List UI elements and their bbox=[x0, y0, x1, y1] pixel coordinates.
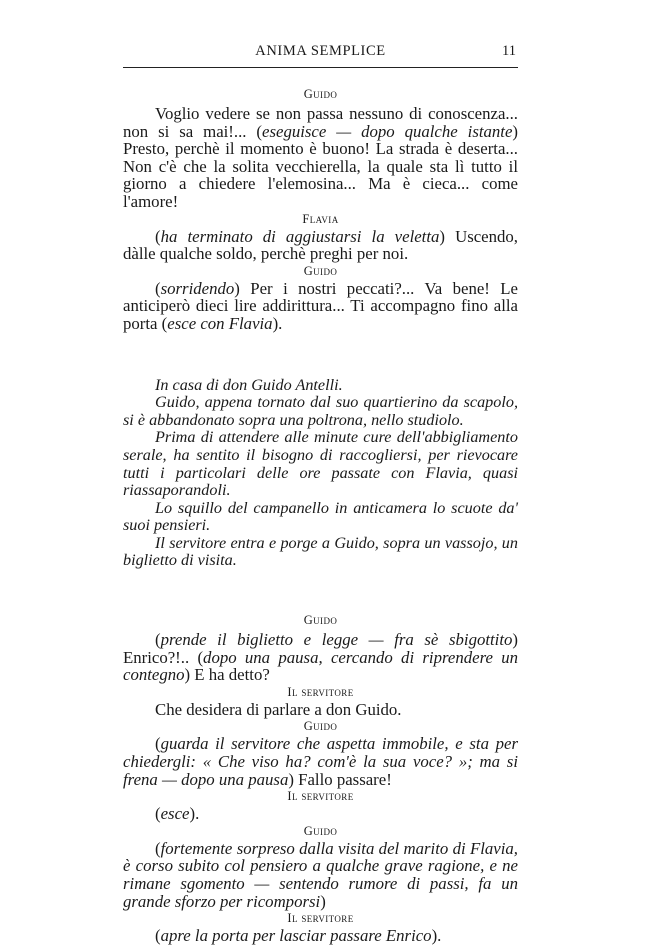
speaker-name: Guido bbox=[303, 87, 338, 101]
speaker-name: Guido bbox=[303, 613, 338, 628]
speaker-name: Flavia bbox=[302, 211, 339, 226]
scene-description: In casa di don Guido Antelli. bbox=[155, 375, 343, 394]
speech-line: (apre la porta per lasciar passare Enrico). bbox=[155, 926, 442, 945]
speaker-name: Guido bbox=[303, 719, 338, 734]
speaker-name: Guido bbox=[303, 263, 338, 278]
speech-line: (fortemente sorpreso dalla visita del marito di Flavia, è corso subito col pensiero a qualche grave ragione, e ne rimane sgomento — sentendo rumore di passi, fa un grande sforzo per ricomporsi) bbox=[123, 838, 518, 911]
scene-description: Il servitore entra e porge a Guido, sopra un vassojo, un biglietto di visita. bbox=[123, 533, 518, 570]
page-header bbox=[123, 43, 518, 68]
speaker-name: Il servitore bbox=[287, 684, 354, 699]
speaker-name: Il servitore bbox=[287, 911, 354, 926]
stage-direction: eseguisce — dopo qualche istante bbox=[262, 121, 513, 141]
stage-direction: esce bbox=[160, 804, 190, 824]
running-title: ANIMA SEMPLICE bbox=[255, 43, 386, 59]
speech-line: (sorridendo) Per i nostri peccati?... Va bene! Le anticiperò dieci lire addirittura... Ti accompagno fino alla porta (esce con Flavia). bbox=[123, 278, 518, 333]
stage-direction: guarda il servitore che aspetta immobile, e sta per chiedergli: « Che viso ha? com'è la sua voce? »; ma si frena — dopo una pausa bbox=[123, 734, 518, 789]
page-body bbox=[123, 86, 518, 945]
speaker-name: Guido bbox=[303, 823, 338, 838]
speech-line: (ha terminato di aggiustarsi la veletta) Uscendo, dàlle qualche soldo, perchè preghi per noi. bbox=[123, 226, 518, 264]
speech-line: (prende il biglietto e legge — fra sè sbigottito) Enrico?!.. (dopo una pausa, cercando di riprendere un contegno) E ha detto? bbox=[123, 630, 518, 685]
speech-line: (esce). bbox=[155, 804, 200, 824]
scene-description: Prima di attendere alle minute cure dell'abbigliamento serale, ha sentito il bisogno di raccogliersi, per rievocare tutti i particolari delle ore passate con Flavia, quasi riassaporandoli. bbox=[123, 428, 518, 500]
stage-direction: fortemente sorpreso dalla visita del marito di Flavia, è corso subito col pensiero a qualche grave ragione, e ne rimane sgomento — sentendo rumore di passi, fa un grande sforzo per ricomporsi bbox=[123, 838, 518, 911]
speaker-name: Il servitore bbox=[287, 789, 354, 804]
stage-direction: prende il biglietto e legge — fra sè sbigottito bbox=[160, 630, 513, 650]
scene-description: Guido, appena tornato dal suo quartierino da scapolo, si è abbandonato sopra una poltrona, nello studiolo. bbox=[123, 393, 518, 429]
speech-line: (guarda il servitore che aspetta immobile, e sta per chiedergli: « Che viso ha? com'è la sua voce? »; ma si frena — dopo una pausa) Fallo passare! bbox=[123, 734, 518, 789]
page-number: 11 bbox=[502, 43, 516, 59]
stage-direction: apre la porta per lasciar passare Enrico bbox=[160, 926, 432, 945]
stage-direction: sorridendo bbox=[160, 278, 235, 298]
stage-direction: ha terminato di aggiustarsi la veletta bbox=[160, 226, 440, 246]
stage-direction: esce con Flavia bbox=[167, 313, 273, 333]
scene-description: Lo squillo del campanello in anticamera lo scuote da' suoi pensieri. bbox=[123, 498, 518, 535]
stage-direction: dopo una pausa, cercando di riprendere un contegno bbox=[123, 647, 518, 685]
speech-line: Voglio vedere se non passa nessuno di conoscenza... non si sa mai!... (eseguisce — dopo qualche istante) Presto, perchè il momento è buono! La strada è deserta... Non c'è che la solita vecchierella, la quale sta lì tutto il giorno a chiedere l'elemosina... Ma è cieca... come l'amore! bbox=[123, 104, 518, 211]
speech-line: Che desidera di parlare a don Guido. bbox=[155, 699, 402, 719]
